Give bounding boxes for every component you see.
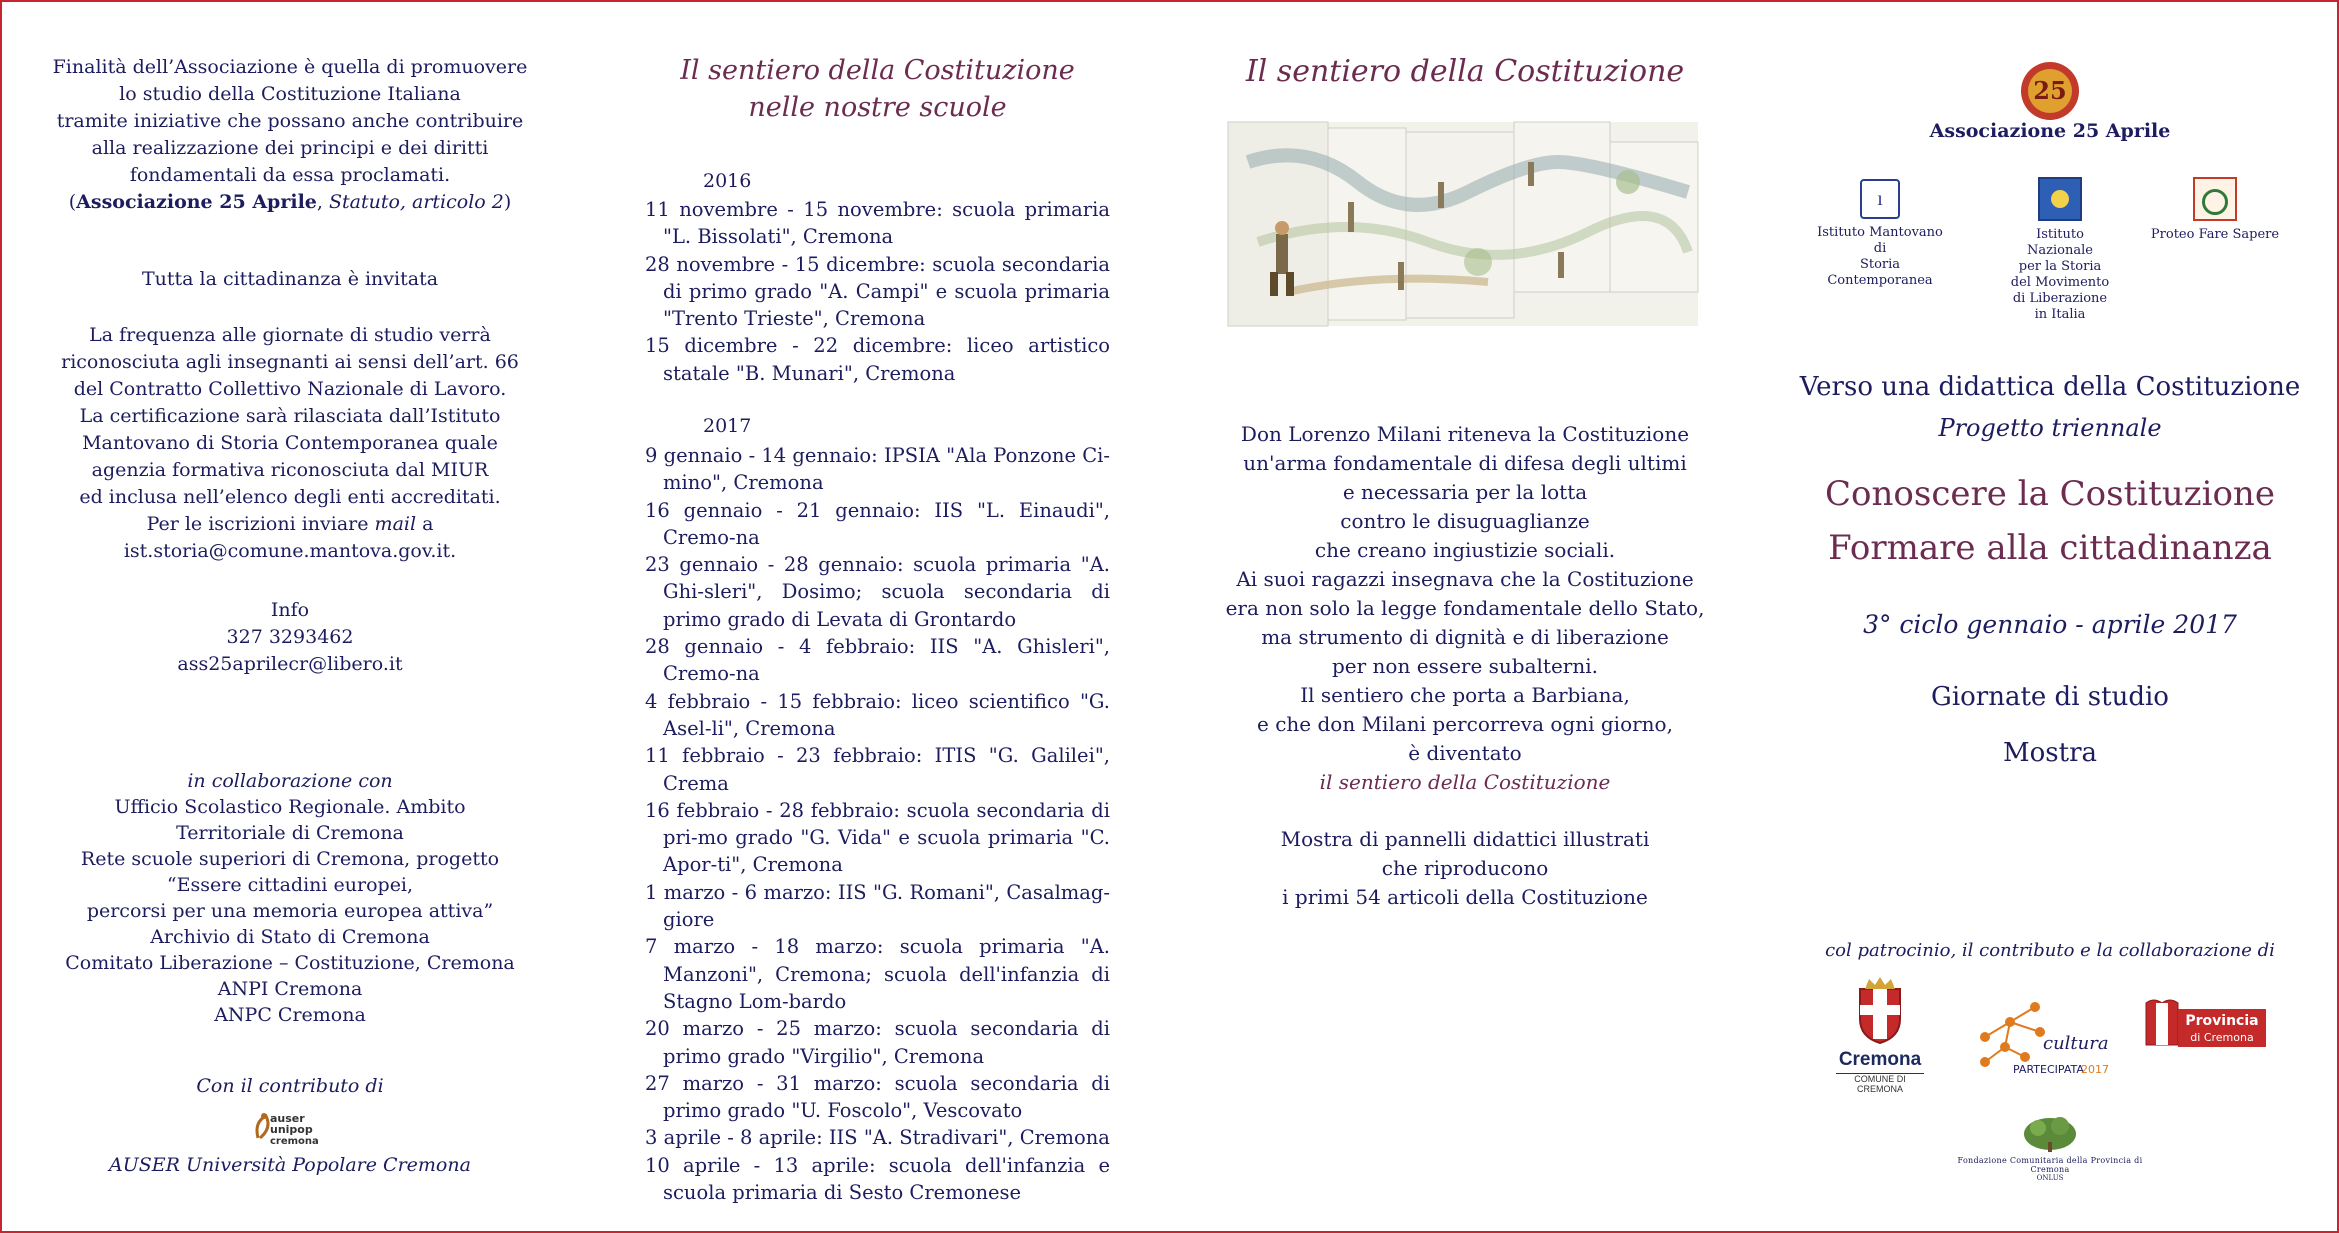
cert-line: agenzia formativa riconosciuta dal MIUR <box>91 459 489 481</box>
cert-line: La certificazione sarà rilasciata dall’Istituto <box>79 405 501 427</box>
milani-line: che creano ingiustizie sociali. <box>1314 538 1616 562</box>
svg-text:cremona: cremona <box>270 1136 319 1147</box>
schedule-2016 <box>645 196 1110 387</box>
cycle-dates: 3° ciclo gennaio - aprile 2017 <box>1863 610 2237 639</box>
svg-text:25: 25 <box>2033 76 2067 105</box>
exhibition-line: i primi 54 articoli della Costituzione <box>1282 885 1648 909</box>
info-phone: 327 3293462 <box>226 626 354 648</box>
year-label: 2017 <box>703 415 752 437</box>
schedule-entry: 7 marzo - 18 marzo: scuola primaria "A. Manzoni", Cremona; scuola dell'infanzia di Stagno Lom-bardo <box>645 935 1110 1013</box>
statute-citation: (Associazione 25 Aprile, Statuto, articolo 2) <box>68 191 512 213</box>
collaborator: ANPI Cremona <box>217 978 363 1000</box>
collaboration-title: in collaborazione con <box>187 770 393 792</box>
enroll-line: Per le iscrizioni inviare mail a <box>146 513 434 535</box>
ismc-partner: ı Istituto Mantovano di Storia Contemporanea <box>1810 175 1950 289</box>
proteo-partner: Proteo Fare Sapere <box>2150 175 2280 243</box>
insmli-logo-icon <box>2038 177 2082 221</box>
insmli-partner: Istituto Nazionale per la Storia del Movimento di Liberazione in Italia <box>2005 175 2115 323</box>
purpose-line: alla realizzazione dei principi e dei diritti <box>91 137 489 159</box>
milani-line: ma strumento di dignità e di liberazione <box>1261 625 1669 649</box>
column-association-info <box>40 0 540 1233</box>
schedule-entry: 10 aprile - 13 aprile: scuola dell'infanzia e scuola primaria di Sesto Cremonese <box>645 1153 1110 1205</box>
schedule-entry: 11 novembre - 15 novembre: scuola primaria "L. Bissolati", Cremona <box>645 198 1110 249</box>
purpose-line: lo studio della Costituzione Italiana <box>119 83 461 105</box>
triennial-project: Progetto triennale <box>1938 414 2162 442</box>
association-name: Associazione 25 Aprile <box>1929 120 2171 142</box>
collaborator: percorsi per una memoria europea attiva” <box>86 900 494 922</box>
schedule-title-line: nelle nostre scuole <box>748 92 1007 123</box>
sponsor-logos <box>1790 975 2310 1125</box>
milani-line: Don Lorenzo Milani riteneva la Costituzione <box>1240 422 1690 446</box>
cert-line: Mantovano di Storia Contemporanea quale <box>82 432 498 454</box>
column-cover <box>1790 0 2310 1233</box>
comune-cremona-logo: Cremona COMUNE DI CREMONA <box>1830 975 1930 1094</box>
path-title: Il sentiero della Costituzione <box>1245 54 1685 89</box>
schedule-2017 <box>645 442 1110 1206</box>
provincia-cremona-logo <box>2142 995 2267 1055</box>
year-label: 2016 <box>703 170 752 192</box>
exhibition-line: che riproducono <box>1381 856 1549 880</box>
schedule-title-line: Il sentiero della Costituzione <box>680 55 1075 86</box>
milani-line: e necessaria per la lotta <box>1342 480 1588 504</box>
svg-text:2017: 2017 <box>2081 1063 2109 1076</box>
collaborator: ANPC Cremona <box>214 1004 366 1026</box>
info-email[interactable]: ass25aprilecr@libero.it <box>177 653 403 675</box>
purpose-line: fondamentali da essa proclamati. <box>129 164 451 186</box>
svg-text:di Cremona: di Cremona <box>2190 1031 2254 1044</box>
milani-line: Ai suoi ragazzi insegnava che la Costituzione <box>1236 567 1694 591</box>
fondazione-logo: Fondazione Comunitaria della Provincia di Cremona ONLUS <box>1940 1112 2160 1182</box>
schedule-entry: 3 aprile - 8 aprile: IIS "A. Stradivari", Cremona <box>645 1126 1110 1150</box>
milani-highlight: il sentiero della Costituzione <box>1319 770 1611 794</box>
exhibition-label: Mostra <box>2003 738 2097 768</box>
svg-text:auser: auser <box>270 1112 305 1125</box>
purpose-line: tramite iniziative che possano anche contribuire <box>56 110 524 132</box>
milani-line: e che don Milani percorreva ogni giorno, <box>1257 712 1673 736</box>
schedule-entry: 28 gennaio - 4 febbraio: IIS "A. Ghisleri", Cremo-na <box>645 635 1110 686</box>
cert-line: del Contratto Collettivo Nazionale di Lavoro. <box>73 378 507 400</box>
svg-text:PARTECIPATA: PARTECIPATA <box>2013 1063 2084 1076</box>
milani-line: è diventato <box>1408 741 1522 765</box>
main-title-line-2: Formare alla cittadinanza <box>1828 528 2272 568</box>
collaborator: Ufficio Scolastico Regionale. Ambito <box>114 796 466 818</box>
milani-line: contro le disuguaglianze <box>1340 509 1590 533</box>
ismc-logo-icon: ı <box>1860 179 1900 219</box>
exhibition-text <box>1220 825 1710 912</box>
schedule-entry: 28 novembre - 15 dicembre: scuola secondaria di primo grado "A. Campi" e scuola primaria "Trento Trieste", Cremona <box>645 252 1110 331</box>
milani-line: per non essere subalterni. <box>1331 654 1598 678</box>
cert-line: riconosciuta agli insegnanti ai sensi dell’art. 66 <box>61 351 519 373</box>
study-days: Giornate di studio <box>1931 682 2169 712</box>
contribution-title: Con il contributo di <box>196 1075 384 1097</box>
partner-logos <box>1790 175 2310 322</box>
schedule-entry: 27 marzo - 31 marzo: scuola secondaria di primo grado "U. Foscolo", Vescovato <box>645 1071 1110 1123</box>
svg-text:unipop: unipop <box>270 1123 313 1136</box>
collaborator: “Essere cittadini europei, <box>166 874 414 896</box>
cert-line: ed inclusa nell’elenco degli enti accreditati. <box>79 486 501 508</box>
info-title: Info <box>270 599 310 621</box>
milani-line: Il sentiero che porta a Barbiana, <box>1300 683 1630 707</box>
schedule-entry: 11 febbraio - 23 febbraio: ITIS "G. Galilei", Crema <box>645 744 1110 795</box>
collaboration-block <box>40 768 540 1028</box>
collaborator: Rete scuole superiori di Cremona, progetto <box>80 848 500 870</box>
patronage-title: col patrocinio, il contributo e la collaborazione di <box>1825 940 2275 961</box>
cert-line: La frequenza alle giornate di studio verrà <box>89 324 491 346</box>
auser-logo <box>252 1108 332 1148</box>
schedule-entry: 15 dicembre - 22 dicembre: liceo artistico statale "B. Munari", Cremona <box>645 334 1110 385</box>
milani-text <box>1220 420 1710 797</box>
info-block <box>40 597 540 678</box>
auser-name: AUSER Università Popolare Cremona <box>109 1154 471 1176</box>
cultura-partecipata-logo <box>1965 987 2109 1087</box>
purpose-line: Finalità dell’Associazione è quella di promuovere <box>52 56 528 78</box>
association-purpose <box>40 54 540 216</box>
schedule-entry: 16 gennaio - 21 gennaio: IIS "L. Einaudi", Cremo-na <box>645 498 1110 549</box>
schedule-title <box>645 52 1110 126</box>
collaborator: Archivio di Stato di Cremona <box>150 926 430 948</box>
schedule-entry: 1 marzo - 6 marzo: IIS "G. Romani", Casalmag-giore <box>645 880 1110 932</box>
schedule-entry: 23 gennaio - 28 gennaio: scuola primaria "A. Ghi-sleri", Dosimo; scuola secondaria di primo grado di Levata di Grontardo <box>645 553 1110 631</box>
didactic-title: Verso una didattica della Costituzione <box>1799 372 2301 402</box>
exhibition-line: Mostra di pannelli didattici illustrati <box>1280 827 1650 851</box>
schedule-entry: 16 febbraio - 28 febbraio: scuola secondaria di pri-mo grado "G. Vida" e scuola primaria "C. Apor-ti", Cremona <box>645 798 1110 877</box>
svg-text:cultura: cultura <box>2043 1033 2109 1054</box>
path-illustration-image <box>1228 122 1698 326</box>
schedule-entry: 9 gennaio - 14 gennaio: IPSIA "Ala Ponzone Ci-mino", Cremona <box>645 444 1110 495</box>
milani-line: un'arma fondamentale di difesa degli ultimi <box>1243 451 1687 475</box>
proteo-logo-icon <box>2193 177 2237 221</box>
main-title-line-1: Conoscere la Costituzione <box>1825 474 2275 514</box>
milani-line: era non solo la legge fondamentale dello Stato, <box>1225 596 1705 620</box>
certification-text <box>40 322 540 565</box>
column-path-exhibition <box>1220 0 1710 1233</box>
association-25-aprile-logo <box>2019 60 2081 122</box>
collaborator: Territoriale di Cremona <box>176 822 404 844</box>
invitation-text: Tutta la cittadinanza è invitata <box>141 268 439 290</box>
schedule-entry: 20 marzo - 25 marzo: scuola secondaria di primo grado "Virgilio", Cremona <box>645 1017 1110 1068</box>
schedule-entry: 4 febbraio - 15 febbraio: liceo scientifico "G. Asel-li", Cremona <box>645 689 1110 740</box>
column-school-schedule <box>645 0 1110 1233</box>
enroll-email[interactable]: ist.storia@comune.mantova.gov.it. <box>123 540 457 562</box>
collaborator: Comitato Liberazione – Costituzione, Cremona <box>65 952 515 974</box>
svg-text:Provincia: Provincia <box>2185 1013 2259 1029</box>
